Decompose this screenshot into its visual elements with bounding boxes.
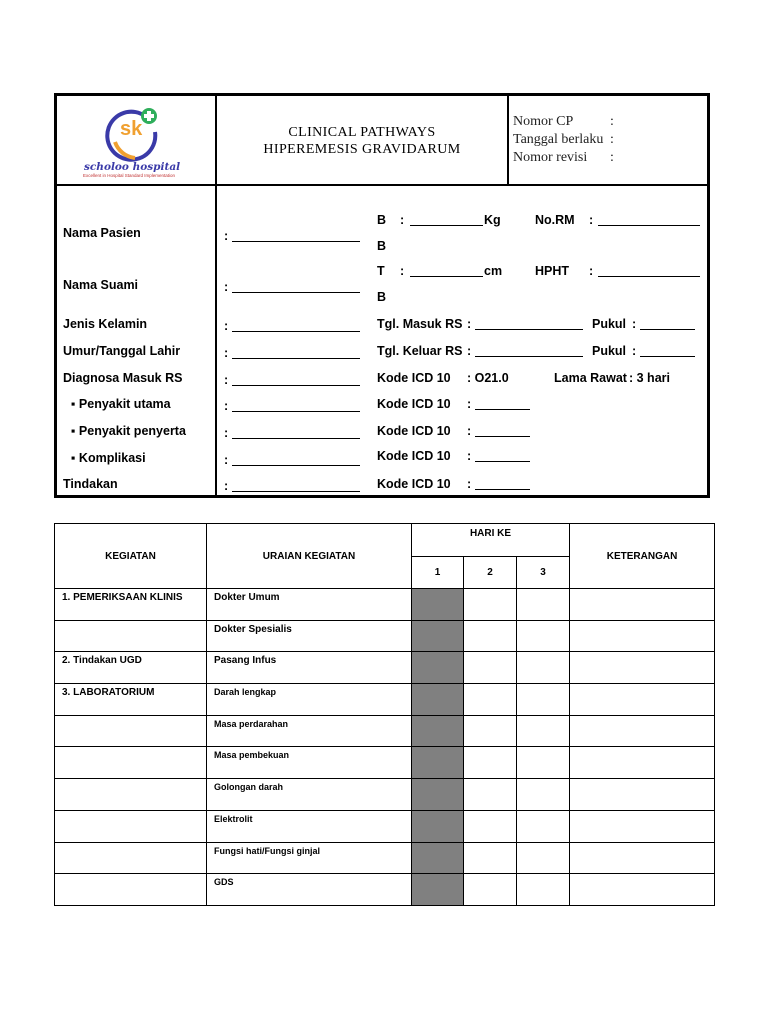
table-row [55, 747, 715, 779]
norm-label: No.RM [535, 213, 575, 227]
hpht-colon: : [589, 264, 594, 278]
title-line-2: HIPEREMESIS GRAVIDARUM [263, 142, 461, 157]
field-tgl-masuk[interactable] [475, 329, 583, 330]
icd-label-penyerta: Kode ICD 10 [377, 424, 451, 438]
kegiatan-cell [55, 810, 207, 842]
keterangan-cell[interactable] [570, 652, 715, 684]
keterangan-cell[interactable] [570, 779, 715, 811]
table-row [55, 842, 715, 874]
field-hpht[interactable] [598, 276, 700, 277]
field-tgl-keluar[interactable] [475, 356, 583, 357]
field-komplikasi[interactable] [232, 465, 360, 466]
kegiatan-cell: 3. LABORATORIUM [55, 684, 207, 716]
uraian-cell: Masa pembekuan [207, 747, 412, 779]
kegiatan-cell [55, 620, 207, 652]
bullet-icon: ▪ [71, 397, 76, 411]
hospital-logo [75, 102, 205, 182]
header-day-1: 1 [412, 557, 464, 589]
field-icd-tindakan[interactable] [475, 489, 530, 490]
icd-colon-utama: : [467, 397, 472, 411]
header-hari-ke: HARI KE [412, 524, 570, 557]
day-1-cell[interactable] [412, 874, 464, 906]
kegiatan-cell [55, 779, 207, 811]
uraian-cell: Dokter Spesialis [207, 620, 412, 652]
day-3-cell[interactable] [517, 715, 570, 747]
tb-colon: : [400, 264, 405, 278]
day-2-cell[interactable] [464, 842, 517, 874]
keterangan-cell[interactable] [570, 620, 715, 652]
penyakit-utama-text: Penyakit utama [78, 397, 171, 411]
meta-colon: : [610, 132, 614, 147]
icd-colon-penyerta: : [467, 424, 472, 438]
day-3-cell[interactable] [517, 684, 570, 716]
logo-badge-text: sk [120, 118, 143, 140]
field-penyakit-utama[interactable] [232, 411, 360, 412]
meta-nomor-cp [513, 113, 703, 131]
field-no-rm[interactable] [598, 225, 700, 226]
keterangan-cell[interactable] [570, 684, 715, 716]
keterangan-cell[interactable] [570, 715, 715, 747]
label-penyakit-utama [71, 397, 171, 411]
meta-tanggal-berlaku [513, 131, 703, 149]
colon-tindakan: : [224, 479, 229, 493]
label-jenis-kelamin: Jenis Kelamin [63, 317, 148, 331]
keterangan-cell[interactable] [570, 810, 715, 842]
keterangan-cell[interactable] [570, 842, 715, 874]
header-day-2: 2 [464, 557, 517, 589]
label-diagnosa: Diagnosa Masuk RS [63, 371, 183, 385]
uraian-cell: Golongan darah [207, 779, 412, 811]
table-row [55, 684, 715, 716]
day-1-cell[interactable] [412, 715, 464, 747]
day-3-cell[interactable] [517, 842, 570, 874]
day-1-cell[interactable] [412, 810, 464, 842]
tgl-masuk-colon: : [467, 317, 472, 331]
kegiatan-cell [55, 874, 207, 906]
pukul-keluar-label: Pukul [592, 344, 627, 358]
colon-komplikasi: : [224, 453, 229, 467]
day-3-cell[interactable] [517, 747, 570, 779]
table-row [55, 620, 715, 652]
uraian-cell: Fungsi hati/Fungsi ginjal [207, 842, 412, 874]
header-keterangan: KETERANGAN [570, 524, 715, 589]
field-nama-pasien[interactable] [232, 241, 360, 242]
icd-label-komplikasi: Kode ICD 10 [377, 449, 451, 463]
day-1-cell[interactable] [412, 684, 464, 716]
label-nama-pasien: Nama Pasien [63, 226, 141, 240]
meta-tanggal-berlaku-label: Tanggal berlaku [513, 132, 604, 147]
bb-colon: : [400, 213, 405, 227]
icd-colon-tindakan: : [467, 477, 472, 491]
day-1-cell[interactable] [412, 747, 464, 779]
bullet-icon: ▪ [71, 451, 76, 465]
day-2-cell[interactable] [464, 620, 517, 652]
field-icd-komplikasi[interactable] [475, 461, 530, 462]
table-row [55, 810, 715, 842]
divider-vertical-meta [507, 96, 509, 184]
table-row [55, 874, 715, 906]
colon-jenis-kelamin: : [224, 319, 229, 333]
table-row [55, 652, 715, 684]
logo-tagline: Excellent in Hospital Standard Implementation [83, 173, 176, 178]
label-penyakit-penyerta [71, 424, 186, 438]
keterangan-cell[interactable] [570, 874, 715, 906]
field-pukul-keluar[interactable] [640, 356, 695, 357]
pukul-keluar-colon: : [632, 344, 637, 358]
colon-diagnosa: : [224, 373, 229, 387]
day-1-cell[interactable] [412, 779, 464, 811]
uraian-cell: Dokter Umum [207, 589, 412, 621]
table-row [55, 589, 715, 621]
title-line-1: CLINICAL PATHWAYS [288, 125, 436, 140]
header-uraian: URAIAN KEGIATAN [207, 524, 412, 589]
field-diagnosa[interactable] [232, 385, 360, 386]
uraian-cell: GDS [207, 874, 412, 906]
tgl-keluar-label: Tgl. Keluar RS [377, 344, 463, 358]
document-meta [513, 113, 703, 167]
meta-nomor-revisi-label: Nomor revisi [513, 150, 588, 165]
tb-label-2: B [377, 290, 387, 304]
field-umur[interactable] [232, 358, 360, 359]
icd-colon-komplikasi: : [467, 449, 472, 463]
keterangan-cell[interactable] [570, 589, 715, 621]
day-3-cell[interactable] [517, 779, 570, 811]
tgl-keluar-colon: : [467, 344, 472, 358]
label-nama-suami: Nama Suami [63, 278, 139, 292]
form-header-box [54, 93, 710, 498]
komplikasi-text: Komplikasi [78, 451, 146, 465]
bullet-icon: ▪ [71, 424, 76, 438]
day-3-cell[interactable] [517, 589, 570, 621]
day-2-cell[interactable] [464, 874, 517, 906]
hpht-label: HPHT [535, 264, 570, 278]
bb-label-2: B [377, 239, 387, 253]
day-3-cell[interactable] [517, 620, 570, 652]
kegiatan-cell: 1. PEMERIKSAAN KLINIS [55, 589, 207, 621]
field-icd-penyerta[interactable] [475, 436, 530, 437]
field-icd-utama[interactable] [475, 409, 530, 410]
kegiatan-cell [55, 715, 207, 747]
meta-nomor-revisi [513, 149, 703, 167]
colon-nama-pasien: : [224, 229, 229, 243]
field-pukul-masuk[interactable] [640, 329, 695, 330]
table-row [55, 715, 715, 747]
day-3-cell[interactable] [517, 874, 570, 906]
field-nama-suami[interactable] [232, 292, 360, 293]
day-3-cell[interactable] [517, 652, 570, 684]
day-2-cell[interactable] [464, 715, 517, 747]
icd-label-utama: Kode ICD 10 [377, 397, 451, 411]
day-1-cell[interactable] [412, 842, 464, 874]
activity-table [54, 523, 715, 906]
tb-label-1: T [377, 264, 385, 278]
table-header-row [55, 524, 715, 557]
day-2-cell[interactable] [464, 589, 517, 621]
table-row [55, 779, 715, 811]
day-3-cell[interactable] [517, 810, 570, 842]
day-2-cell[interactable] [464, 684, 517, 716]
field-jenis-kelamin[interactable] [232, 331, 360, 332]
kegiatan-cell: 2. Tindakan UGD [55, 652, 207, 684]
kegiatan-cell [55, 747, 207, 779]
norm-colon: : [589, 213, 594, 227]
header-kegiatan: KEGIATAN [55, 524, 207, 589]
day-1-cell[interactable] [412, 589, 464, 621]
field-tindakan[interactable] [232, 491, 360, 492]
day-2-cell[interactable] [464, 810, 517, 842]
day-1-cell[interactable] [412, 652, 464, 684]
tb-unit: cm [484, 264, 503, 278]
tgl-masuk-label: Tgl. Masuk RS [377, 317, 463, 331]
day-2-cell[interactable] [464, 652, 517, 684]
day-1-cell[interactable] [412, 620, 464, 652]
label-komplikasi [71, 451, 146, 465]
icd-value: : O21.0 [467, 371, 509, 385]
meta-nomor-cp-label: Nomor CP [513, 114, 574, 129]
pukul-masuk-label: Pukul [592, 317, 627, 331]
uraian-cell: Darah lengkap [207, 684, 412, 716]
document-title [217, 124, 507, 158]
field-penyakit-penyerta[interactable] [232, 438, 360, 439]
field-tinggi-badan[interactable] [410, 276, 483, 277]
colon-penyakit-utama: : [224, 399, 229, 413]
lama-rawat-value: : 3 hari [629, 371, 670, 385]
label-umur: Umur/Tanggal Lahir [63, 344, 181, 358]
colon-penyakit-penyerta: : [224, 426, 229, 440]
uraian-cell: Elektrolit [207, 810, 412, 842]
icd-label-tindakan: Kode ICD 10 [377, 477, 451, 491]
bb-unit: Kg [484, 213, 501, 227]
lama-rawat-label: Lama Rawat [554, 371, 627, 385]
icd-label-diagnosa: Kode ICD 10 [377, 371, 451, 385]
divider-horizontal [57, 184, 707, 186]
bb-label-1: B [377, 213, 387, 227]
keterangan-cell[interactable] [570, 747, 715, 779]
uraian-cell: Masa perdarahan [207, 715, 412, 747]
pukul-masuk-colon: : [632, 317, 637, 331]
day-2-cell[interactable] [464, 779, 517, 811]
colon-umur: : [224, 346, 229, 360]
header-day-3: 3 [517, 557, 570, 589]
field-berat-badan[interactable] [410, 225, 483, 226]
meta-colon: : [610, 150, 614, 165]
uraian-cell: Pasang Infus [207, 652, 412, 684]
label-tindakan: Tindakan [63, 477, 118, 491]
day-2-cell[interactable] [464, 747, 517, 779]
penyakit-penyerta-text: Penyakit penyerta [78, 424, 186, 438]
meta-colon: : [610, 114, 614, 129]
logo-name: scholoo hospital [84, 161, 181, 173]
kegiatan-cell [55, 842, 207, 874]
colon-nama-suami: : [224, 280, 229, 294]
